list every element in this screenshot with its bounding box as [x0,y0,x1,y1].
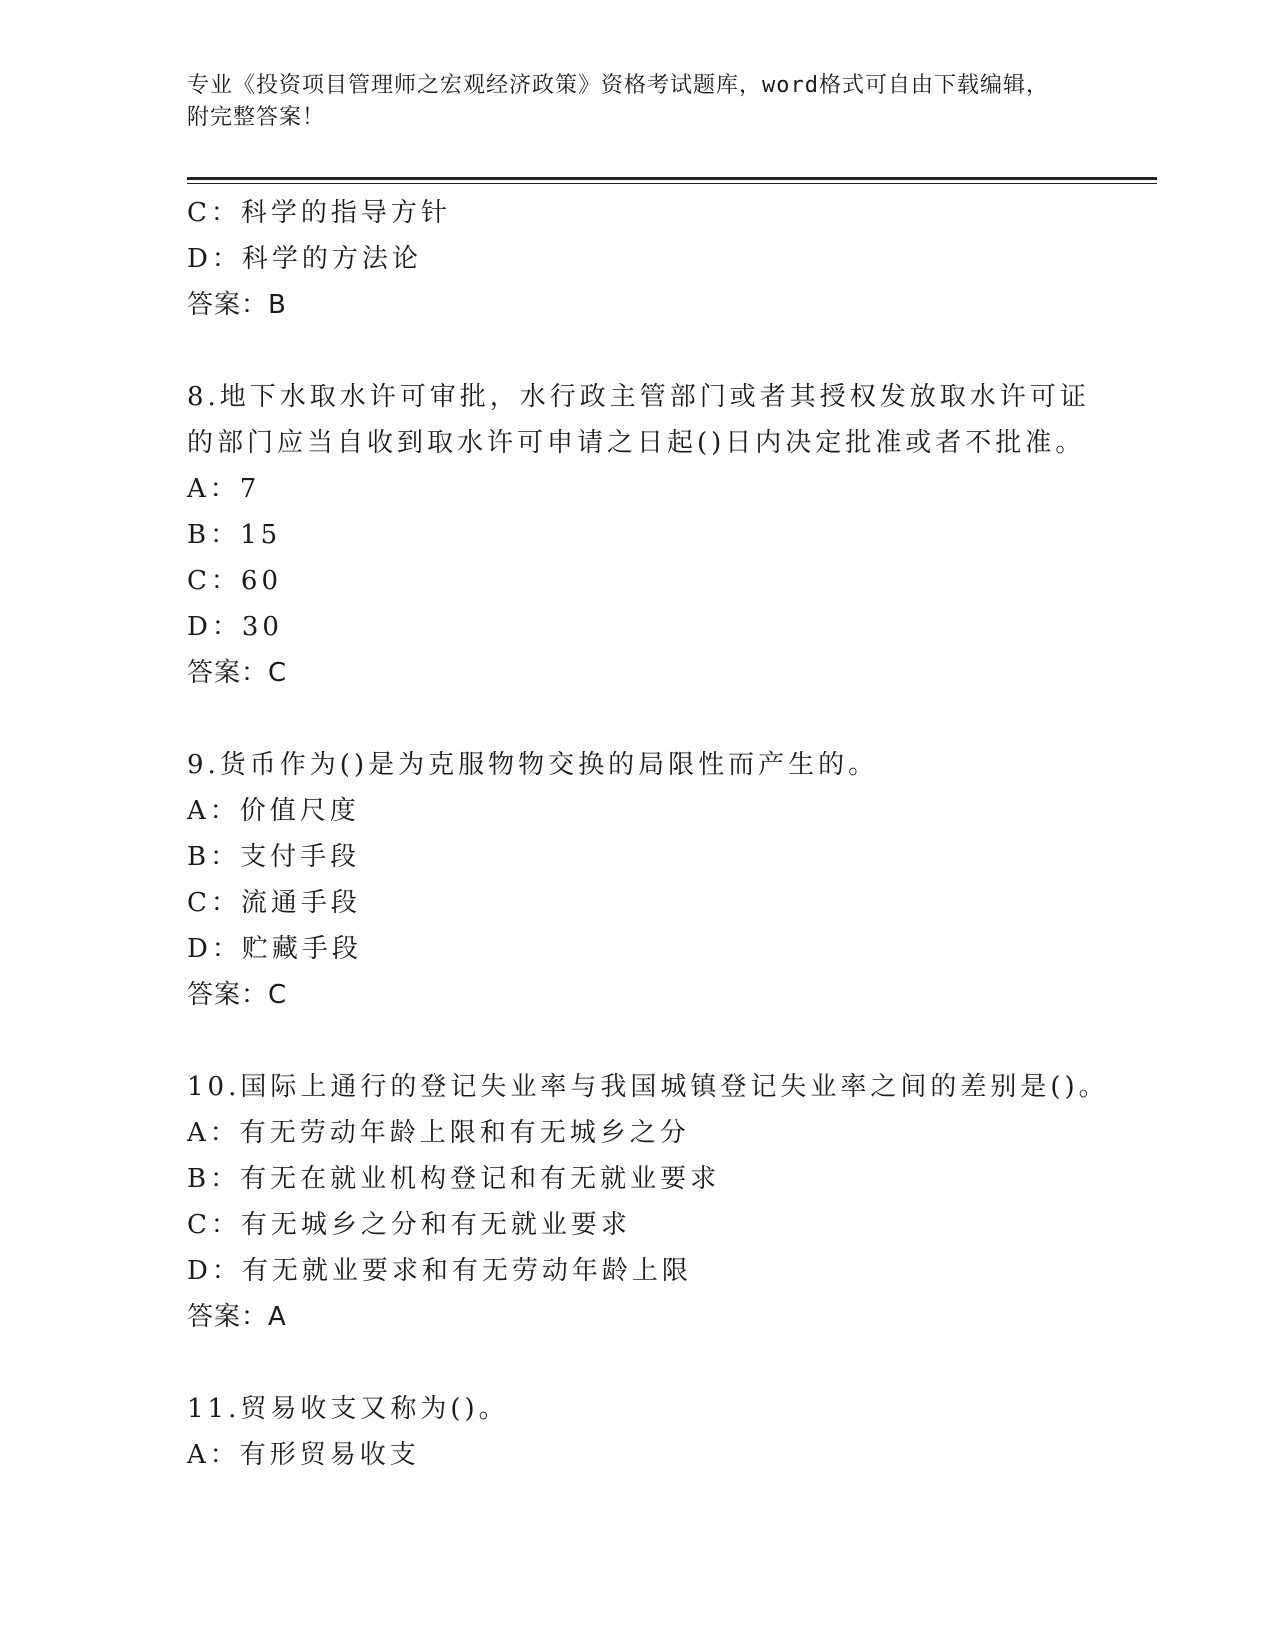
option-a: A：有形贸易收支 [187,1440,420,1470]
option-a: A：7 [187,474,261,504]
option-c: C：流通手段 [187,888,361,918]
answer-line: 答案：B [187,290,287,320]
option-b: B：有无在就业机构登记和有无就业要求 [187,1164,721,1194]
option-b: B：支付手段 [187,842,361,872]
header-divider-thin [187,183,1157,184]
option-d: D：30 [187,612,283,642]
question-11 [187,1386,1117,1478]
question-9 [187,742,1117,1018]
option-c: C：有无城乡之分和有无就业要求 [187,1210,631,1240]
question-8 [187,374,1117,696]
option-a: A：价值尺度 [187,796,360,826]
document-header: 专业《投资项目管理师之宏观经济政策》资格考试题库，word格式可自由下载编辑，附完整答案！ [187,73,1049,130]
option-c: C：科学的指导方针 [187,198,451,228]
option-a: A：有无劳动年龄上限和有无城乡之分 [187,1118,690,1148]
answer-line: 答案：C [187,980,288,1010]
question-10 [187,1064,1117,1340]
question-stem: 8.地下水取水许可审批，水行政主管部门或者其授权发放取水许可证的部门应当自收到取水许可申请之日起()日内决定批准或者不批准。 [187,382,1090,458]
option-d: D：有无就业要求和有无劳动年龄上限 [187,1256,692,1286]
option-d: D：科学的方法论 [187,244,422,274]
question-stem: 9.货币作为()是为克服物物交换的局限性而产生的。 [187,750,879,780]
option-c: C：60 [187,566,282,596]
question-list [187,190,1117,1478]
header-divider-thick [187,177,1157,180]
option-b: B：15 [187,520,282,550]
option-d: D：贮藏手段 [187,934,362,964]
question-stem: 11.贸易收支又称为()。 [187,1394,509,1424]
answer-line: 答案：C [187,658,288,688]
question-stem: 10.国际上通行的登记失业率与我国城镇登记失业率之间的差别是()。 [187,1072,1109,1102]
question-7-continuation [187,190,1117,328]
answer-line: 答案：A [187,1302,287,1332]
